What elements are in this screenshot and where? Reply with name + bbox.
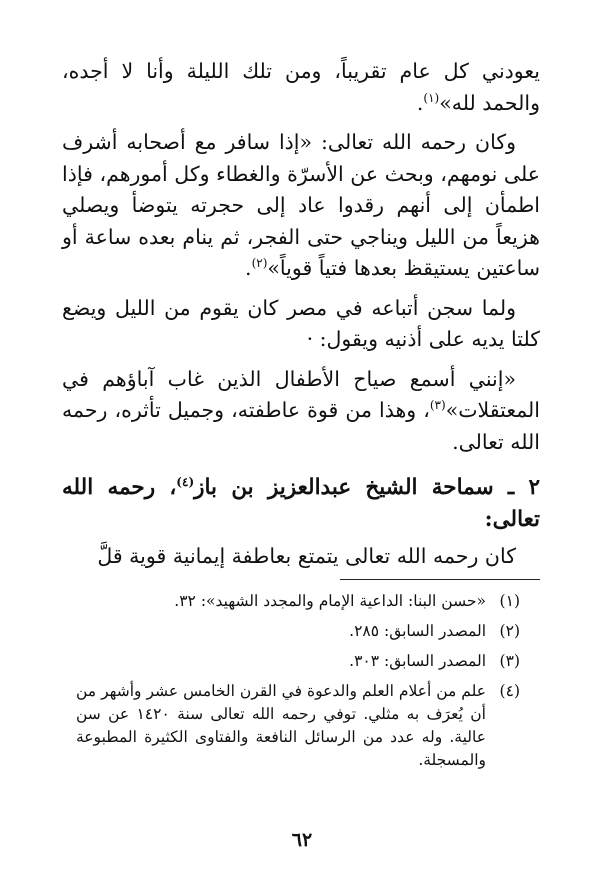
paragraph-2-text: وكان رحمه الله تعالى: «إذا سافر مع أصحابه أشرف على نومهم، وبحث عن الأسرّة والغطاء وكل أمورهم، فإذا اطمأن إلى أنهم رقدوا عاد إلى حجرته يتوضأ ويصلي هزيعاً من الليل ويناجي حتى الفجر، ثم ينام بعده ساعة أو ساعتين يستيقظ بعدها فتياً قوياً»: [62, 130, 540, 280]
paragraph-1: [62, 56, 540, 119]
footnotes: [76, 590, 520, 779]
main-text: [62, 56, 540, 581]
footnote-text: «حسن البنا: الداعية الإمام والمجدد الشهيد»: ٣٢.: [174, 592, 486, 610]
footnote-3: [76, 650, 520, 673]
footnote-1: [76, 590, 520, 613]
section-heading: [62, 472, 540, 535]
footnote-2: [76, 620, 520, 643]
page-number: ٦٢: [291, 829, 313, 851]
paragraph-2: [62, 127, 540, 285]
footnote-separator: [340, 579, 540, 580]
footnote-number: (٤): [499, 682, 520, 700]
paragraph-4-text: «إنني أسمع صياح الأطفال الذين غاب آباؤهم في المعتقلات»: [62, 366, 540, 422]
paragraph-4-end: ، وهذا من قوة عاطفته، وجميل تأثره، رحمه الله تعالى.: [62, 398, 540, 454]
footnote-number: (٣): [499, 652, 520, 670]
paragraph-1-end: .: [416, 90, 424, 115]
footnote-text: المصدر السابق: ٢٨٥.: [349, 622, 486, 640]
footnote-ref-4: (٤): [176, 474, 195, 489]
paragraph-4: [62, 364, 540, 459]
paragraph-2-end: .: [245, 256, 252, 280]
footnote-4: [76, 680, 520, 772]
footnote-number: (٢): [499, 622, 520, 640]
footnote-ref-1: (١): [423, 90, 440, 105]
paragraph-3: ولما سجن أتباعه في مصر كان يقوم من الليل ويضع كلتا يديه على أذنيه ويقول: ·: [62, 295, 540, 351]
footnote-ref-2: (٢): [251, 256, 268, 271]
paragraph-5: كان رحمه الله تعالى يتمتع بعاطفة إيمانية قوية قلَّ: [97, 544, 516, 568]
section-heading-text: ٢ ـ سماحة الشيخ عبدالعزيز بن باز: [194, 475, 540, 500]
section-heading-end: ، رحمه الله تعالى:: [62, 475, 540, 532]
footnote-text: علم من أعلام العلم والدعوة في القرن الخامس عشر وأشهر من أن يُعرَف به مثلي. توفي رحمه الله تعالى سنة ١٤٢٠ عن سن عالية. وله عدد من الرسائل النافعة والفتاوى الكثيرة المطبوعة والمسجلة.: [76, 682, 486, 769]
footnote-number: (١): [499, 592, 520, 610]
footnote-ref-3: (٣): [429, 398, 446, 413]
paragraph-1-text: يعودني كل عام تقريباً، ومن تلك الليلة وأنا لا أجده، والحمد لله»: [62, 59, 540, 115]
footnote-text: المصدر السابق: ٣٠٣.: [349, 652, 486, 670]
